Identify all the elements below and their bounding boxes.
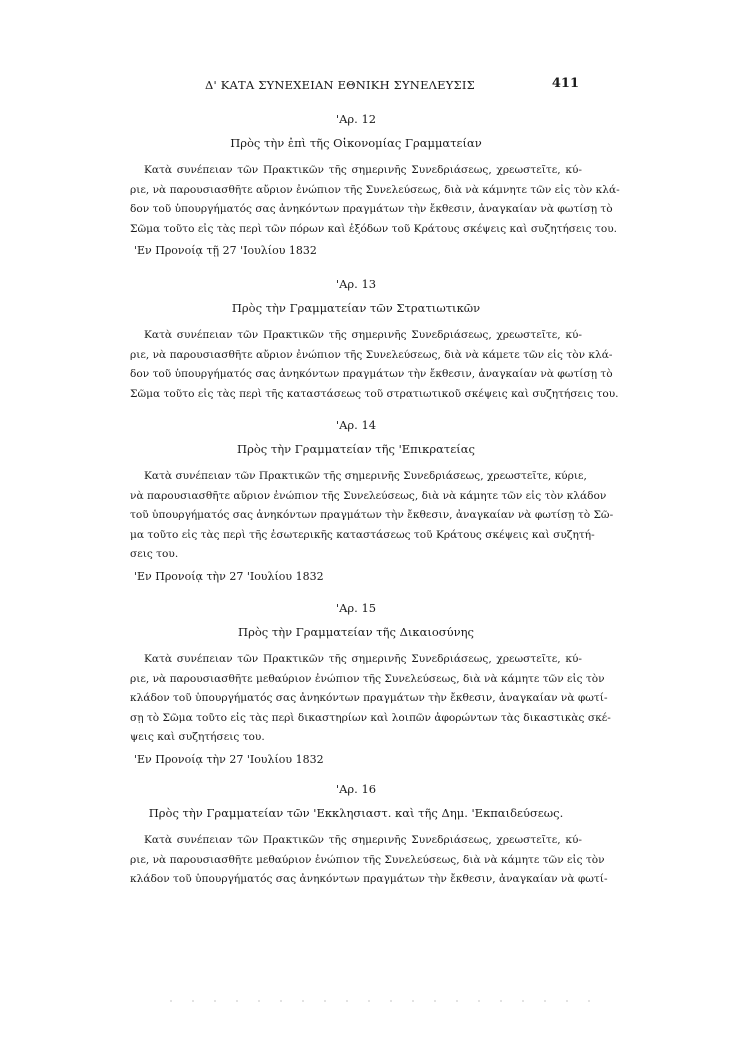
section-heading: Πρὸς τὴν Γραμματείαν τῆς Δικαιοσύνης [238,625,474,639]
body-line: Κατὰ συνέπειαν τῶν Πρακτικῶν τῆς σημερινῆς Συνεδριάσεως, χρεωστεῖτε, κύ- [144,653,582,665]
body-line: ψεις καὶ συζητήσεις του. [130,731,265,743]
section-date: 'Εν Προνοίᾳ τὴν 27 'Ιουλίου 1832 [134,569,324,583]
body-line: ριε, νὰ παρουσιασθῆτε αὔριον ἐνώπιον τῆς Συνελεύσεως, διὰ νὰ κάμνητε τῶν εἰς τὸν κλά- [130,183,620,196]
body-line: Κατὰ συνέπειαν τῶν Πρακτικῶν τῆς σημερινῆς Συνεδριάσεως, χρεωστεῖτε, κύ- [144,834,582,846]
section-number: 'Αρ. 13 [335,277,377,291]
body-line: Κατὰ συνέπειαν τῶν Πρακτικῶν τῆς σημερινῆς Συνεδριάσεως, χρεωστεῖτε, κύ- [144,329,582,341]
body-line: ριε, νὰ παρουσιασθῆτε μεθαύριον ἐνώπιον τῆς Συνελεύσεως, διὰ νὰ κάμητε τῶν εἰς τὸν [130,672,605,685]
section-date: 'Εν Προνοίᾳ τῇ 27 'Ιουλίου 1832 [134,244,317,257]
body-line: δον τοῦ ὑπουργήματός σας ἀνηκόντων πραγμάτων τὴν ἔκθεσιν, ἀναγκαίαν νὰ φωτίσῃ τὸ [130,368,613,380]
section-body [130,650,611,748]
section-number: 'Αρ. 14 [335,418,377,432]
page-scan-specks [170,1000,590,1002]
page-number: 411 [551,76,579,91]
section-heading: Πρὸς τὴν Γραμματείαν τῆς 'Επικρατείας [237,442,475,456]
body-line: σῃ τὸ Σῶμα τοῦτο εἰς τὰς περὶ δικαστηρίων καὶ λοιπῶν ἀφορώντων τὰς δικαστικὰς σκέ- [130,711,611,724]
body-line: ριε, νὰ παρουσιασθῆτε μεθαύριον ἐνώπιον τῆς Συνελεύσεως, διὰ νὰ κάμητε τῶν εἰς τὸν [130,853,605,866]
body-line: τοῦ ὑπουργήματός σας ἀνηκόντων πραγμάτων τὴν ἔκθεσιν, ἀναγκαίαν νὰ φωτίσῃ τὸ Σῶ- [130,509,614,521]
document-section-12 [130,111,620,260]
body-line: Σῶμα τοῦτο εἰς τὰς περὶ τῆς καταστάσεως τοῦ στρατιωτικοῦ σκέψεις καὶ συζητήσεις του. [130,387,619,400]
section-body [130,161,620,239]
section-heading: Πρὸς τὴν Γραμματείαν τῶν 'Εκκλησιαστ. καὶ τῆς Δημ. 'Εκπαιδεύσεως. [148,806,564,820]
section-heading: Πρὸς τὴν Γραμματείαν τῶν Στρατιωτικῶν [231,301,481,315]
document-section-16 [130,781,608,890]
body-line: δον τοῦ ὑπουργήματός σας ἀνηκόντων πραγμάτων τὴν ἔκθεσιν, ἀναγκαίαν νὰ φωτίσῃ τὸ [130,203,613,215]
section-heading: Πρὸς τὴν ἐπὶ τῆς Οἰκονομίας Γραμματείαν [230,136,482,150]
running-title: Δ' ΚΑΤΑ ΣΥΝΕΧΕΙΑΝ ΕΘΝΙΚΗ ΣΥΝΕΛΕΥΣΙΣ [205,78,475,92]
document-section-15 [130,600,611,769]
body-line: Κατὰ συνέπειαν τῶν Πρακτικῶν τῆς σημερινῆς Συνεδριάσεως, χρεωστεῖτε, κύριε, [144,470,587,482]
body-line: ριε, νὰ παρουσιασθῆτε αὔριον ἐνώπιον τῆς Συνελεύσεως, διὰ νὰ κάμετε τῶν εἰς τὸν κλά- [130,348,613,361]
section-number: 'Αρ. 16 [335,782,377,796]
body-line: κλάδον τοῦ ὑπουργήματός σας ἀνηκόντων πραγμάτων τὴν ἔκθεσιν, ἀναγκαίαν νὰ φωτί- [130,873,608,885]
section-body [130,467,614,565]
document-section-14 [130,417,614,586]
body-line: Σῶμα τοῦτο εἰς τὰς περὶ τῶν πόρων καὶ ἐξόδων τοῦ Κράτους σκέψεις καὶ συζητήσεις του. [130,222,618,235]
body-line: σεις του. [130,548,179,560]
section-number: 'Αρ. 15 [335,601,377,615]
section-date: 'Εν Προνοίᾳ τὴν 27 'Ιουλίου 1832 [134,752,324,766]
section-number: 'Αρ. 12 [335,112,377,126]
body-line: κλάδον τοῦ ὑπουργήματός σας ἀνηκόντων πραγμάτων τὴν ἔκθεσιν, ἀναγκαίαν νὰ φωτί- [130,692,608,704]
section-body [130,326,619,404]
section-body [130,831,608,890]
document-section-13 [130,276,619,404]
body-line: Κατὰ συνέπειαν τῶν Πρακτικῶν τῆς σημερινῆς Συνεδριάσεως, χρεωστεῖτε, κύ- [144,164,582,176]
body-line: νὰ παρουσιασθῆτε αὔριον ἐνώπιον τῆς Συνελεύσεως, διὰ νὰ κάμητε τῶν εἰς τὸν κλάδον [130,489,607,502]
body-line: μα τοῦτο εἰς τὰς περὶ τῆς ἐσωτερικῆς καταστάσεως τοῦ Κράτους σκέψεις καὶ συζητή- [130,528,595,541]
